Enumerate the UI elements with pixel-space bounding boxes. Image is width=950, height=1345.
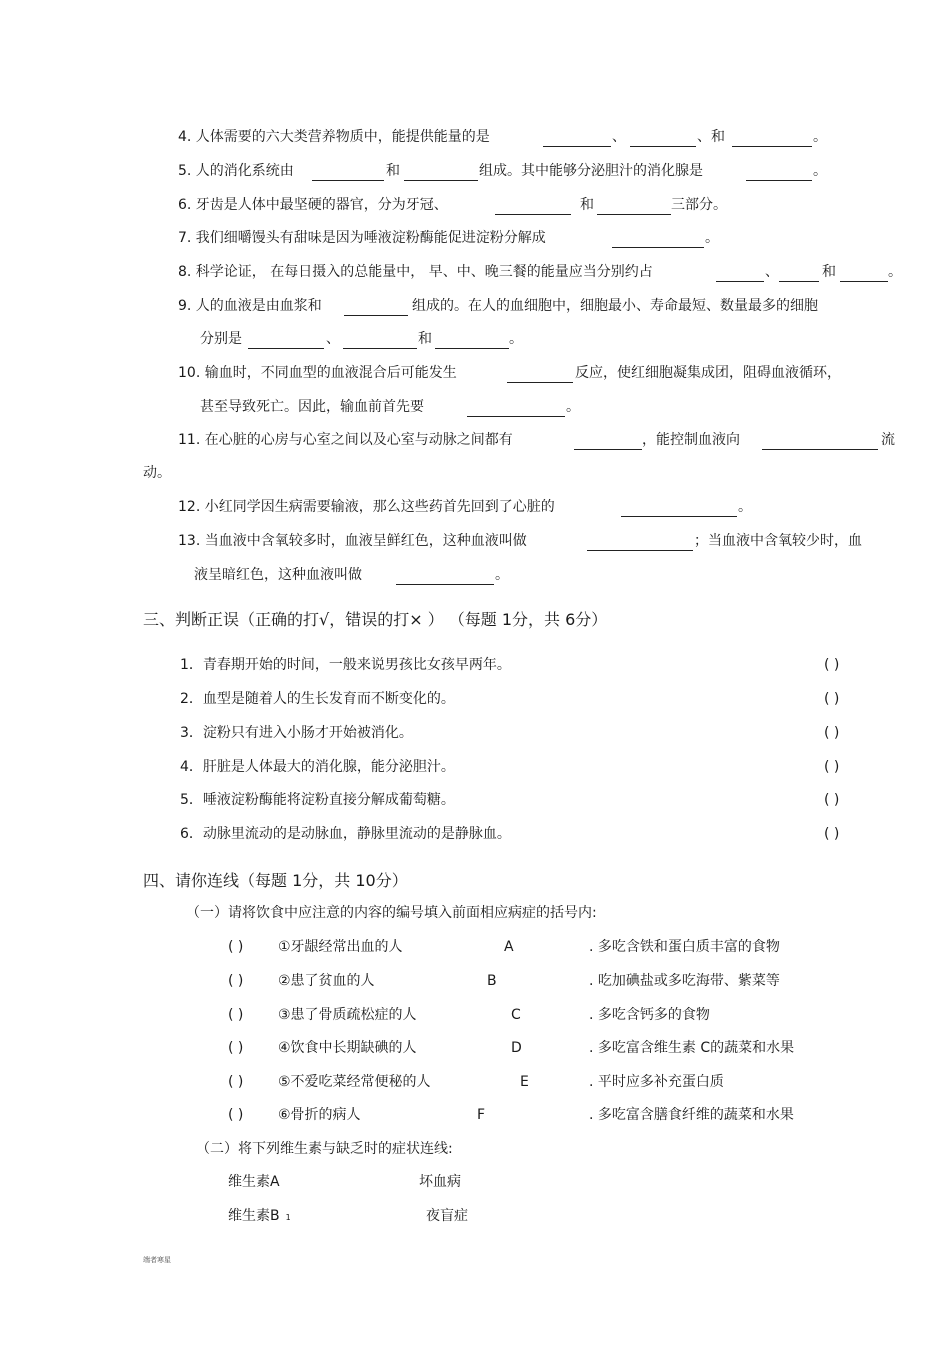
match-right-6: . 多吃富含膳食纤维的蔬菜和水果 <box>589 1107 794 1123</box>
q9-blank-1[interactable] <box>344 299 408 316</box>
q4-blank-2[interactable] <box>630 130 696 147</box>
match-letter-1: A <box>504 939 514 955</box>
match-left-1: ①牙龈经常出血的人 <box>278 939 403 955</box>
q9-sep-1: 、 <box>326 331 340 347</box>
q9-end: 。 <box>509 331 523 347</box>
vitamin-sub-2: 1 <box>285 1213 291 1222</box>
match-paren-6[interactable]: ( ) <box>228 1107 244 1123</box>
q11-text: 11. 在心脏的心房与心室之间以及心室与动脉之间都有 <box>178 432 513 448</box>
q13-text: 13. 当血液中含氧较多时，血液呈鲜红色，这种血液叫做 <box>178 533 527 549</box>
q6-mid: 和 <box>580 197 594 213</box>
q9-mid: 和 <box>418 331 432 347</box>
q12-blank[interactable] <box>621 500 737 517</box>
q4-end: 。 <box>813 129 827 145</box>
match-left-6: ⑥骨折的病人 <box>278 1107 361 1123</box>
q5-text: 5. 人的消化系统由 <box>178 163 294 179</box>
q9-blank-3[interactable] <box>343 332 417 349</box>
match-letter-6: F <box>477 1107 486 1123</box>
q4-text: 4. 人体需要的六大类营养物质中，能提供能量的是 <box>178 129 490 145</box>
match-left-4: ④饮食中长期缺碘的人 <box>278 1040 417 1056</box>
judge-item-1: 1．青春期开始的时间，一般来说男孩比女孩早两年。 <box>180 657 511 673</box>
q8-blank-2[interactable] <box>779 265 819 282</box>
vitamin-symptom-2[interactable]: 夜盲症 <box>426 1208 468 1224</box>
q12-end: 。 <box>738 499 752 515</box>
part1-title: （一）请将饮食中应注意的内容的编号填入前面相应病症的括号内: <box>186 905 597 921</box>
judge-answer-2[interactable]: ( ) <box>824 691 840 707</box>
match-right-4: . 多吃富含维生素 C的蔬菜和水果 <box>589 1040 795 1056</box>
match-letter-5: E <box>520 1074 529 1090</box>
q5-blank-3[interactable] <box>746 164 812 181</box>
q11-line2: 动。 <box>143 465 171 481</box>
q5-text2: 组成。其中能够分泌胆汁的消化腺是 <box>479 163 703 179</box>
q11-blank-2[interactable] <box>762 433 878 450</box>
q10-blank-2[interactable] <box>467 400 565 417</box>
q13-blank-2[interactable] <box>396 568 494 585</box>
vitamin-symptom-1[interactable]: 坏血病 <box>419 1174 461 1190</box>
match-left-2: ②患了贫血的人 <box>278 973 375 989</box>
vitamin-label-2: 维生素B <box>228 1208 280 1224</box>
judge-item-6: 6．动脉里流动的是动脉血，静脉里流动的是静脉血。 <box>180 826 511 842</box>
q13-line2: 液呈暗红色，这种血液叫做 <box>194 567 362 583</box>
q11-blank-1[interactable] <box>574 433 642 450</box>
q9-line2: 分别是 <box>200 331 242 347</box>
q10-line2: 甚至导致死亡。因此，输血前首先要 <box>200 399 424 415</box>
q10-text2: 反应，使红细胞凝集成团，阻碍血液循环， <box>575 365 841 381</box>
judge-answer-5[interactable]: ( ) <box>824 792 840 808</box>
q13-text2: ；当血液中含氧较少时，血 <box>694 533 862 549</box>
part2-title: （二）将下列维生素与缺乏时的症状连线: <box>196 1141 453 1157</box>
q4-blank-1[interactable] <box>543 130 611 147</box>
judge-answer-1[interactable]: ( ) <box>824 657 840 673</box>
vitamin-label-1: 维生素A <box>228 1174 280 1190</box>
q12-text: 12. 小红同学因生病需要输液，那么这些药首先回到了心脏的 <box>178 499 555 515</box>
q4-sep-1: 、 <box>612 129 626 145</box>
q13-blank-1[interactable] <box>587 534 693 551</box>
q11-text2: ，能控制血液向 <box>642 432 740 448</box>
q5-blank-1[interactable] <box>312 164 384 181</box>
footer-watermark: 端者寒星 <box>143 1256 171 1264</box>
match-left-5: ⑤不爱吃菜经常便秘的人 <box>278 1074 431 1090</box>
judge-answer-3[interactable]: ( ) <box>824 725 840 741</box>
q8-mid: 和 <box>822 264 836 280</box>
q9-text: 9. 人的血液是由血浆和 <box>178 298 322 314</box>
q8-text: 8. 科学论证， 在每日摄入的总能量中， 早、中、晚三餐的能量应当分别约占 <box>178 264 653 280</box>
match-right-1: . 多吃含铁和蛋白质丰富的食物 <box>589 939 780 955</box>
q7-end: 。 <box>705 230 719 246</box>
q5-end: 。 <box>813 163 827 179</box>
q10-blank-1[interactable] <box>507 366 573 383</box>
match-right-5: . 平时应多补充蛋白质 <box>589 1074 724 1090</box>
q7-blank[interactable] <box>612 231 704 248</box>
q7-text: 7. 我们细嚼馒头有甜味是因为唾液淀粉酶能促进淀粉分解成 <box>178 230 546 246</box>
q6-blank-2[interactable] <box>597 198 671 215</box>
match-letter-3: C <box>511 1007 521 1023</box>
q9-blank-2[interactable] <box>248 332 324 349</box>
match-right-2: . 吃加碘盐或多吃海带、紫菜等 <box>589 973 780 989</box>
q10-end: 。 <box>566 399 580 415</box>
q5-mid: 和 <box>386 163 400 179</box>
match-right-3: . 多吃含钙多的食物 <box>589 1007 710 1023</box>
judge-item-2: 2．血型是随着人的生长发育而不断变化的。 <box>180 691 455 707</box>
match-paren-3[interactable]: ( ) <box>228 1007 244 1023</box>
judge-answer-6[interactable]: ( ) <box>824 826 840 842</box>
vitamin-name-2[interactable] <box>228 1207 291 1227</box>
match-paren-1[interactable]: ( ) <box>228 939 244 955</box>
q10-text: 10. 输血时，不同血型的血液混合后可能发生 <box>178 365 457 381</box>
match-left-3: ③患了骨质疏松症的人 <box>278 1007 417 1023</box>
q9-text2: 组成的。在人的血细胞中，细胞最小、寿命最短、数量最多的细胞 <box>412 298 818 314</box>
q8-blank-3[interactable] <box>840 265 888 282</box>
judge-item-3: 3．淀粉只有进入小肠才开始被消化。 <box>180 725 413 741</box>
q8-end: 。 <box>888 264 902 280</box>
match-paren-2[interactable]: ( ) <box>228 973 244 989</box>
q8-blank-1[interactable] <box>716 265 764 282</box>
judge-answer-4[interactable]: ( ) <box>824 759 840 775</box>
q6-end: 三部分。 <box>671 197 727 213</box>
judge-item-5: 5．唾液淀粉酶能将淀粉直接分解成葡萄糖。 <box>180 792 455 808</box>
judge-item-4: 4．肝脏是人体最大的消化腺，能分泌胆汁。 <box>180 759 455 775</box>
section-3-title: 三、判断正误（正确的打√，错误的打× ） （每题 1分，共 6分） <box>143 610 608 629</box>
q13-end: 。 <box>495 567 509 583</box>
q6-text: 6. 牙齿是人体中最坚硬的器官，分为牙冠、 <box>178 197 448 213</box>
match-paren-4[interactable]: ( ) <box>228 1040 244 1056</box>
match-paren-5[interactable]: ( ) <box>228 1074 244 1090</box>
q9-blank-4[interactable] <box>435 332 509 349</box>
q8-sep-1: 、 <box>765 264 779 280</box>
q11-text3: 流 <box>881 432 895 448</box>
q4-sep-2: 、和 <box>697 129 725 145</box>
q6-blank-1[interactable] <box>495 198 571 215</box>
q5-blank-2[interactable] <box>404 164 478 181</box>
q4-blank-3[interactable] <box>732 130 812 147</box>
match-letter-2: B <box>487 973 497 989</box>
vitamin-name-1[interactable] <box>228 1173 286 1193</box>
match-letter-4: D <box>511 1040 522 1056</box>
section-4-title: 四、请你连线（每题 1分，共 10分） <box>143 871 408 890</box>
